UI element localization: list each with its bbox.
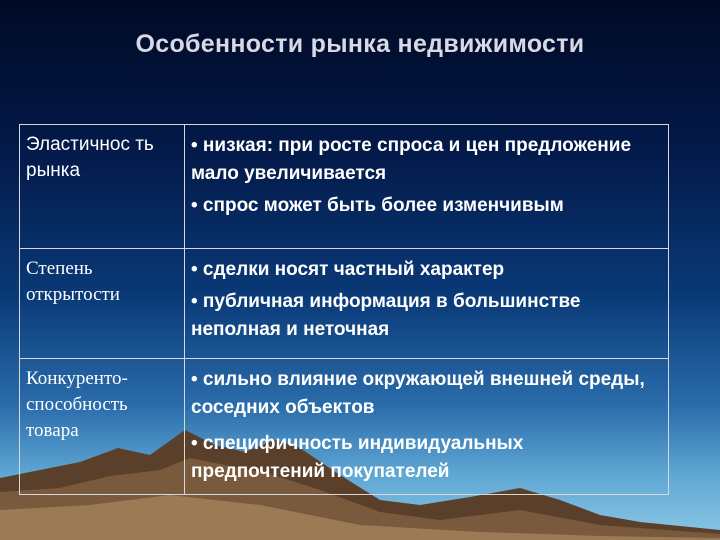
bullet-item: • спрос может быть более изменчивым bbox=[191, 195, 564, 216]
bullet-item: • сильно влияние окружающей внешней среды, соседних объектов bbox=[191, 369, 645, 418]
row-label-competitiveness: Конкуренто-способность товара bbox=[20, 359, 185, 495]
table-row bbox=[20, 249, 669, 359]
bullet-item: • сделки носят частный характер bbox=[191, 259, 505, 280]
row-label-openness: Степень открытости bbox=[20, 249, 185, 359]
row-description bbox=[185, 249, 669, 359]
row-description bbox=[185, 359, 669, 495]
bullet-item: • низкая: при росте спроса и цен предложение мало увеличивается bbox=[191, 135, 632, 184]
properties-table bbox=[19, 124, 669, 495]
row-label-elasticity: Эластичнос ть рынка bbox=[20, 125, 185, 249]
table-row bbox=[20, 125, 669, 249]
row-description bbox=[185, 125, 669, 249]
bullet-item: • публичная информация в большинстве неполная и неточная bbox=[191, 291, 581, 340]
table-row bbox=[20, 359, 669, 495]
slide-title: Особенности рынка недвижимости bbox=[135, 30, 585, 58]
bullet-item: • специфичность индивидуальных предпочтений покупателей bbox=[191, 433, 524, 482]
